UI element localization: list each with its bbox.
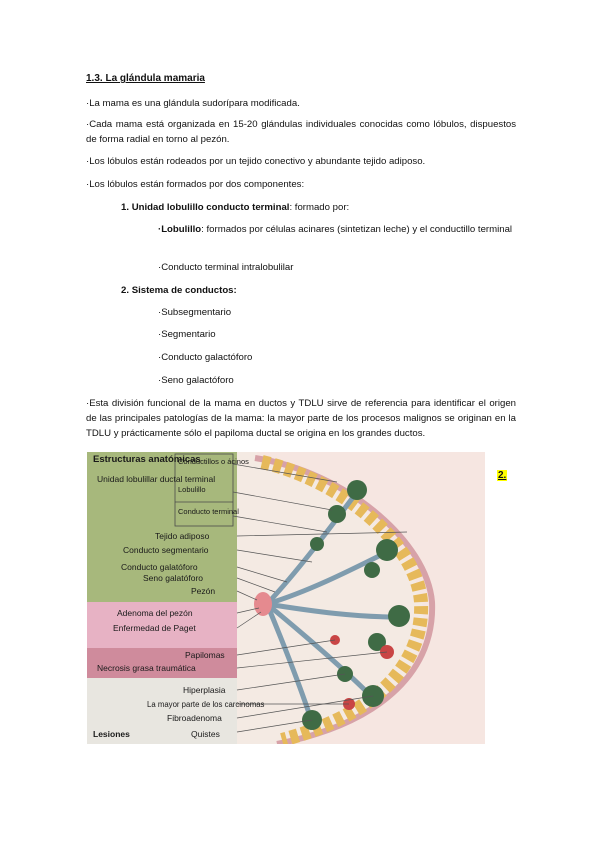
paragraph: ·La mama es una glándula sudorípara modificada.: [86, 98, 300, 109]
label-seno-galatoforo: Seno galatóforo: [143, 573, 204, 583]
heading-number: 2.: [121, 285, 130, 296]
item-bold: ·Lobulillo: [158, 224, 202, 235]
heading-bold: Unidad lobulillo conducto terminal: [131, 202, 290, 213]
component-item: ·Subsegmentario: [158, 307, 232, 318]
nipple: [254, 592, 272, 616]
label-quistes: Quistes: [191, 729, 220, 739]
lobule: [328, 505, 346, 523]
heading-bold: Sistema de conductos:: [131, 285, 237, 296]
component-heading-2: [121, 283, 237, 298]
label-carcinomas: La mayor parte de los carcinomas: [147, 700, 265, 709]
label-conductillos: Conductillos o ácinos: [178, 457, 249, 466]
component-item: ·Seno galactóforo: [158, 375, 234, 386]
component-item: ·Conducto galactóforo: [158, 352, 253, 363]
component-item: ·Conducto terminal intralobulilar: [158, 262, 294, 273]
label-lobulillo: Lobulillo: [178, 485, 206, 494]
label-lesiones: Lesiones: [93, 729, 130, 739]
figure-tag: 2.: [498, 470, 507, 481]
lobule: [310, 537, 324, 551]
heading-rest: : formado por:: [289, 202, 350, 213]
lobule: [376, 539, 398, 561]
lobule: [364, 562, 380, 578]
label-tdlu: Unidad lobulillar ductal terminal: [97, 474, 216, 484]
lobule: [388, 605, 410, 627]
label-conducto-terminal: Conducto terminal: [178, 507, 239, 516]
section-title: 1.3. La glándula mamaria: [86, 73, 205, 84]
label-fibroadenoma: Fibroadenoma: [167, 713, 222, 723]
label-structures: Estructuras anatómicas: [93, 454, 201, 465]
component-item: [158, 222, 516, 237]
label-papilomas: Papilomas: [185, 650, 225, 660]
label-paget: Enfermedad de Paget: [113, 623, 196, 633]
label-necrosis: Necrosis grasa traumática: [97, 663, 196, 673]
item-text: : formados por células acinares (sintetizan leche) y el conductillo terminal: [201, 224, 513, 235]
component-item: ·Segmentario: [158, 329, 216, 340]
label-conducto-galatoforo: Conducto galatóforo: [121, 562, 198, 572]
label-tejido-adiposo: Tejido adiposo: [155, 531, 210, 541]
breast-anatomy-figure: [87, 452, 485, 744]
paragraph: ·Cada mama está organizada en 15-20 glándulas individuales conocidas como lóbulos, dispuestos de forma radial en torno al pezón.: [86, 119, 516, 145]
label-hiperplasia: Hiperplasia: [183, 685, 226, 695]
label-conducto-segmentario: Conducto segmentario: [123, 545, 209, 555]
paragraph: ·Los lóbulos están rodeados por un tejido conectivo y abundante tejido adiposo.: [86, 156, 426, 167]
label-adenoma: Adenoma del pezón: [117, 608, 193, 618]
paragraph: ·Los lóbulos están formados por dos componentes:: [86, 179, 305, 190]
lobule: [347, 480, 367, 500]
heading-number: 1.: [121, 202, 130, 213]
component-heading-1: [121, 200, 349, 215]
closing-paragraph: ·Esta división funcional de la mama en ductos y TDLU sirve de referencia para identificar el origen de las principales patologías de la mama: la mayor parte de los procesos malignos se originan en la TDLU y prácticamente sólo el papiloma ductal se origina en los grandes ductos.: [86, 398, 516, 439]
label-pezon: Pezón: [191, 586, 216, 596]
